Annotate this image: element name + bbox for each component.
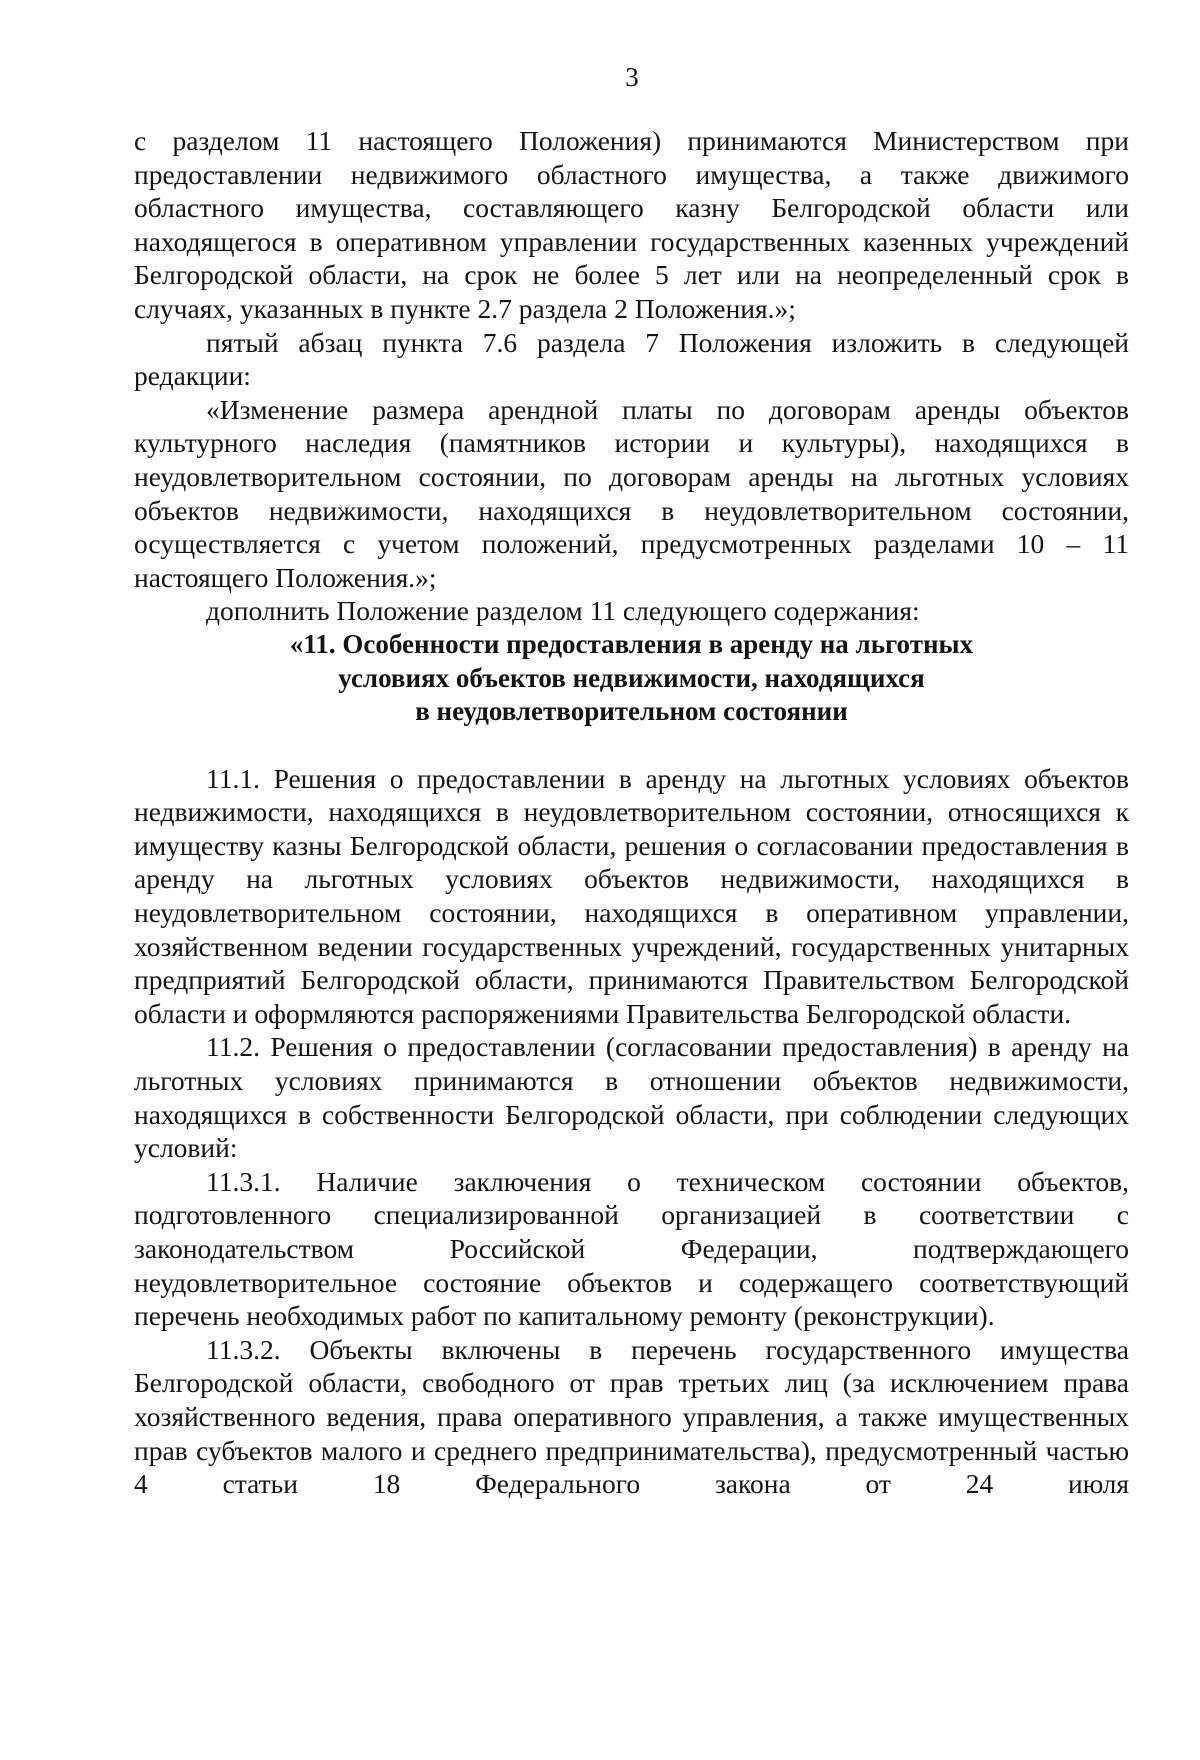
paragraph-amendment-text: «Изменение размера арендной платы по договорам аренды объектов культурного наследия (памятников истории и культуры), находящихся в неудовлетворительном состоянии, по договорам аренды на льготных условиях объектов недвижимости, находящихся в неудовлетворительном состоянии, осуществляется с учетом положений, предусмотренных разделами 10 – 11 настоящего Положения.»; — [134, 393, 1129, 593]
paragraph-continuation: с разделом 11 настоящего Положения) принимаются Министерством при предоставлении недвижимого областного имущества, а также движимого областного имущества, составляющего казну Белгородской области или находящегося в оперативном управлении государственных казенных учреждений Белгородской области, на срок не более 5 лет или на неопределенный срок в случаях, указанных в пункте 2.7 раздела 2 Положения.»; — [134, 125, 1129, 324]
spacer — [134, 729, 1129, 762]
paragraph-11-1: 11.1. Решения о предоставлении в аренду на льготных условиях объектов недвижимости, находящихся в неудовлетворительном состоянии, относящихся к имуществу казны Белгородской области, решения о согласовании предоставления в аренду на льготных условиях объектов недвижимости, находящихся в неудовлетворительном состоянии, находящихся в оперативном управлении, хозяйственном ведении государственных учреждений, государственных унитарных предприятий Белгородской области, принимаются Правительством Белгородской области и оформляются распоряжениями Правительства Белгородской области. — [134, 762, 1129, 1029]
document-body — [134, 124, 1129, 1501]
section-heading-line: условиях объектов недвижимости, находящихся — [338, 662, 925, 693]
paragraph-add-section: дополнить Положение разделом 11 следующего содержания: — [206, 595, 920, 627]
paragraph-11-3-1: 11.3.1. Наличие заключения о техническом состоянии объектов, подготовленного специализированной организацией в соответствии с законодательством Российской Федерации, подтверждающего неудовлетворительное состояние объектов и содержащего соответствующий перечень необходимых работ по капитальному ремонту (реконструкции). — [134, 1165, 1129, 1332]
section-heading-line: в неудовлетворительном состоянии — [415, 696, 848, 727]
page-number: 3 — [625, 62, 639, 92]
paragraph-11-2: 11.2. Решения о предоставлении (согласовании предоставления) в аренду на льготных условиях принимаются в отношении объектов недвижимости, находящихся в собственности Белгородской области, при соблюдении следующих условий: — [134, 1031, 1129, 1164]
section-heading-line: «11. Особенности предоставления в аренду на льготных — [289, 628, 974, 659]
section-heading — [134, 628, 1129, 729]
paragraph-amendment-instruction: пятый абзац пункта 7.6 раздела 7 Положения изложить в следующей редакции: — [134, 326, 1129, 392]
paragraph-11-3-2: 11.3.2. Объекты включены в перечень государственного имущества Белгородской области, свободного от прав третьих лиц (за исключением права хозяйственного ведения, права оперативного управления, а также имущественных прав субъектов малого и среднего предпринимательства), предусмотренный частью 4 статьи 18 Федерального закона от 24 июля — [134, 1333, 1129, 1500]
